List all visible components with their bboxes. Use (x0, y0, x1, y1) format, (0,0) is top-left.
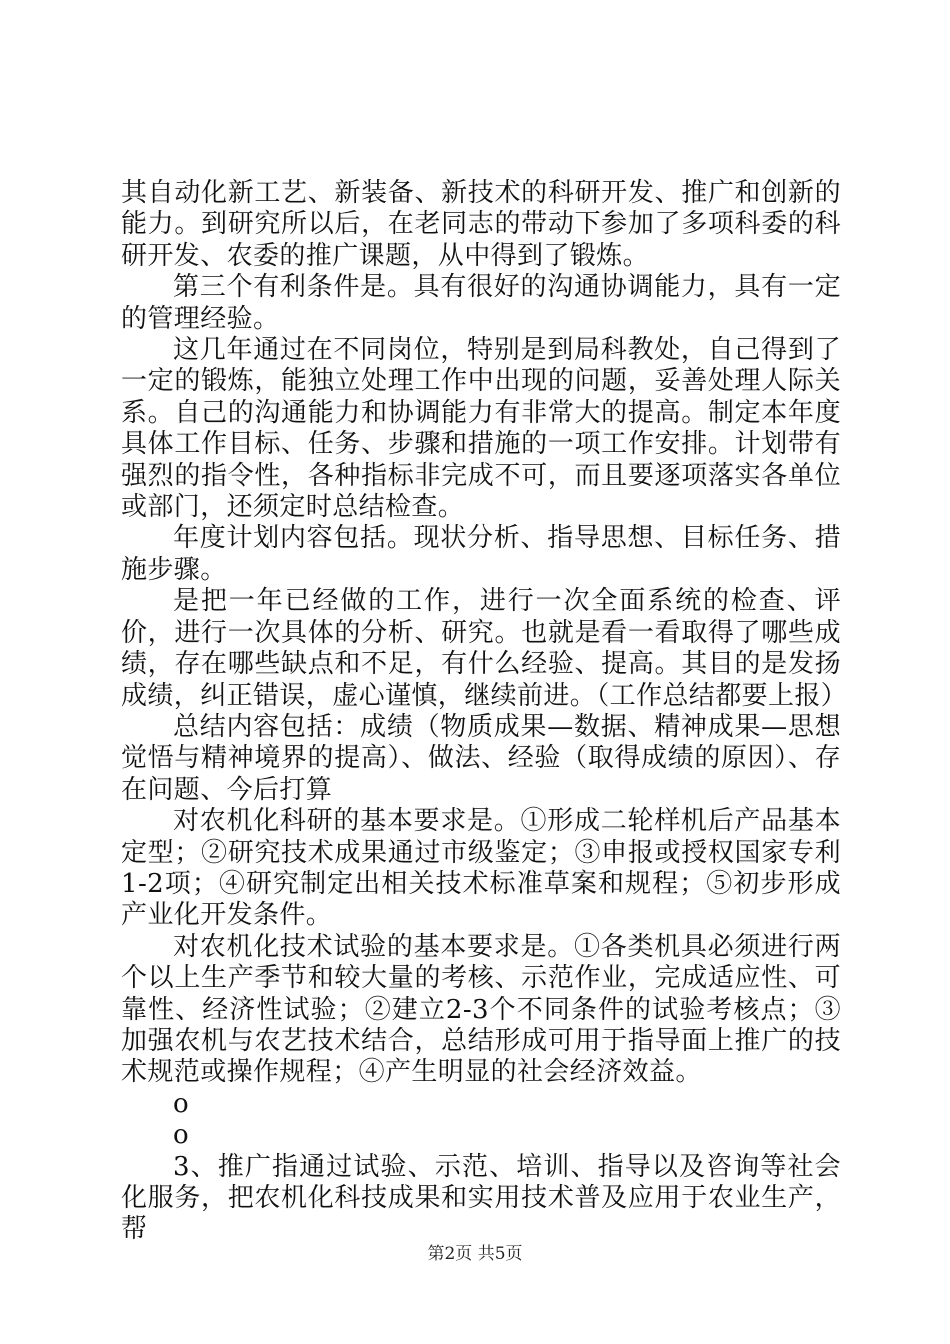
document-body (121, 178, 848, 1246)
paragraph-9: 3、推广指通过试验、示范、培训、指导以及咨询等社会化服务，把农机化科技成果和实用技术普及应用于农业生产，帮 (121, 1151, 841, 1245)
paragraph-5: 是把一年已经做的工作，进行一次全面系统的检查、评价，进行一次具体的分析、研究。也就是看一看取得了哪些成绩，存在哪些缺点和不足，有什么经验、提高。其目的是发扬成绩，纠正错误，虚心谨慎，继续前进。（工作总结都要上报） (121, 586, 848, 711)
paragraph-7: 对农机化科研的基本要求是。①形成二轮样机后产品基本定型；②研究技术成果通过市级鉴定；③申报或授权国家专利1-2项；④研究制定出相关技术标准草案和规程；⑤初步形成产业化开发条件。 (121, 806, 841, 931)
paragraph-2: 第三个有利条件是。具有很好的沟通协调能力，具有一定的管理经验。 (121, 272, 841, 334)
paragraph-8: 对农机化技术试验的基本要求是。①各类机具必须进行两个以上生产季节和较大量的考核、示范作业，完成适应性、可靠性、经济性试验；②建立2-3个不同条件的试验考核点；③加强农机与农艺技术结合，总结形成可用于指导面上推广的技术规范或操作规程；④产生明显的社会经济效益。 (121, 931, 841, 1088)
paragraph-3: 这几年通过在不同岗位，特别是到局科教处，自己得到了一定的锻炼，能独立处理工作中出现的问题，妥善处理人际关系。自己的沟通能力和协调能力有非常大的提高。制定本年度具体工作目标、任务、步骤和措施的一项工作安排。计划带有强烈的指令性，各种指标非完成不可，而且要逐项落实各单位或部门，还须定时总结检查。 (121, 335, 841, 523)
paragraph-6: 总结内容包括：成绩（物质成果—数据、精神成果—思想觉悟与精神境界的提高）、做法、经验（取得成绩的原因）、存在问题、今后打算 (121, 711, 841, 805)
paragraph-1: 其自动化新工艺、新装备、新技术的科研开发、推广和创新的能力。到研究所以后，在老同志的带动下参加了多项科委的科研开发、农委的推广课题，从中得到了锻炼。 (121, 178, 841, 271)
paragraph-4: 年度计划内容包括。现状分析、指导思想、目标任务、措施步骤。 (121, 523, 841, 585)
bullet-marker-1: o (173, 1088, 190, 1119)
page-number-footer: 第2页 共5页 (427, 1244, 523, 1264)
bullet-marker-2: o (173, 1120, 190, 1151)
